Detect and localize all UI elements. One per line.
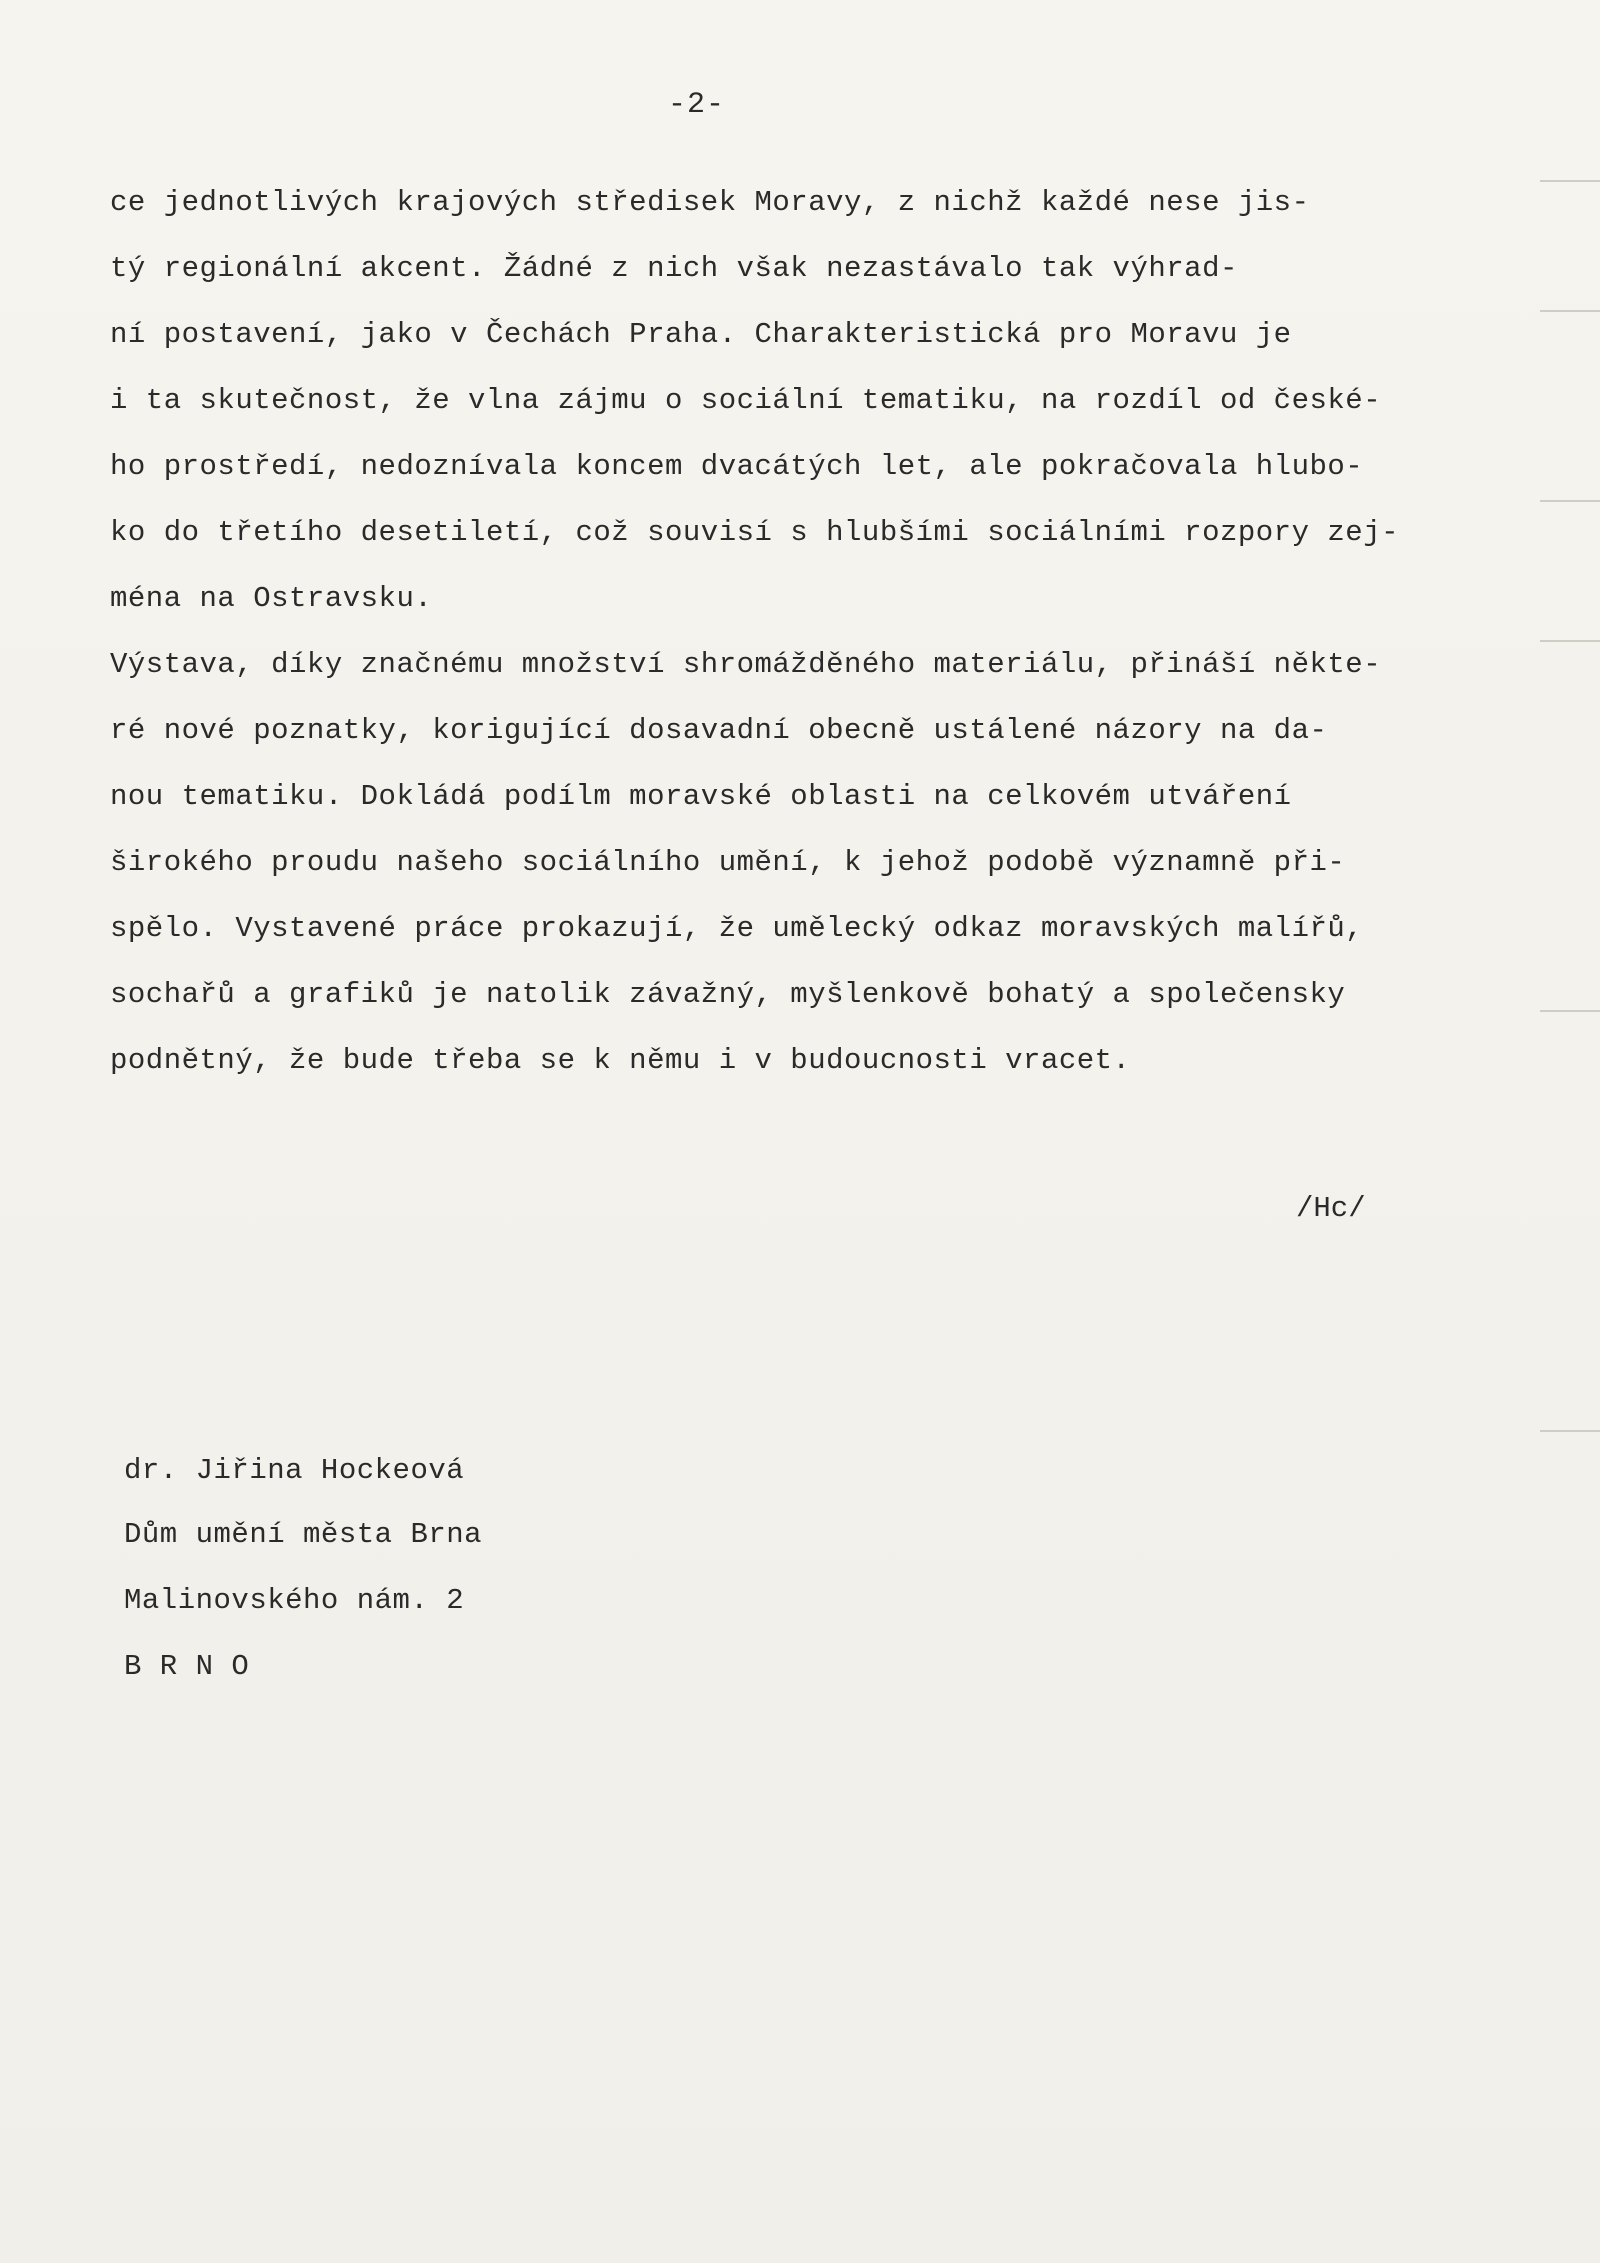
body-line: širokého proudu našeho sociálního umění, k jehož podobě významně při- [110, 846, 1346, 879]
body-line: ce jednotlivých krajových středisek Moravy, z nichž každé nese jis- [110, 186, 1310, 219]
body-line: ní postavení, jako v Čechách Praha. Charakteristická pro Moravu je [110, 318, 1292, 351]
body-line: tý regionální akcent. Žádné z nich však nezastávalo tak výhrad- [110, 252, 1238, 285]
address-line: Dům umění města Brna [124, 1518, 483, 1551]
body-line: ho prostředí, nedoznívala koncem dvacátých let, ale pokračovala hlubo- [110, 450, 1364, 483]
body-line: nou tematiku. Dokládá podílm moravské oblasti na celkovém utváření [110, 780, 1292, 813]
paper-edge-mark [1540, 1430, 1600, 1432]
paper-edge-mark [1540, 1010, 1600, 1012]
page-number: -2- [668, 88, 726, 122]
body-line: sochařů a grafiků je natolik závažný, myšlenkově bohatý a společensky [110, 978, 1346, 1011]
address-line: dr. Jiřina Hockeová [124, 1454, 465, 1487]
body-line: spělo. Vystavené práce prokazují, že umělecký odkaz moravských malířů, [110, 912, 1364, 945]
body-line: ko do třetího desetiletí, což souvisí s hlubšími sociálními rozpory zej- [110, 516, 1400, 549]
body-line: ména na Ostravsku. [110, 582, 433, 615]
paper-edge-mark [1540, 180, 1600, 182]
author-initials: /Hc/ [1296, 1192, 1366, 1225]
body-line: ré nové poznatky, korigující dosavadní obecně ustálené názory na da- [110, 714, 1328, 747]
paper-edge-mark [1540, 500, 1600, 502]
address-line: Malinovského nám. 2 [124, 1584, 465, 1617]
paper-edge-mark [1540, 640, 1600, 642]
body-line: Výstava, díky značnému množství shromážděného materiálu, přináší někte- [110, 648, 1382, 681]
body-line: i ta skutečnost, že vlna zájmu o sociální tematiku, na rozdíl od české- [110, 384, 1382, 417]
paper-edge-mark [1540, 310, 1600, 312]
body-line: podnětný, že bude třeba se k němu i v budoucnosti vracet. [110, 1044, 1131, 1077]
address-line: B R N O [124, 1650, 250, 1683]
